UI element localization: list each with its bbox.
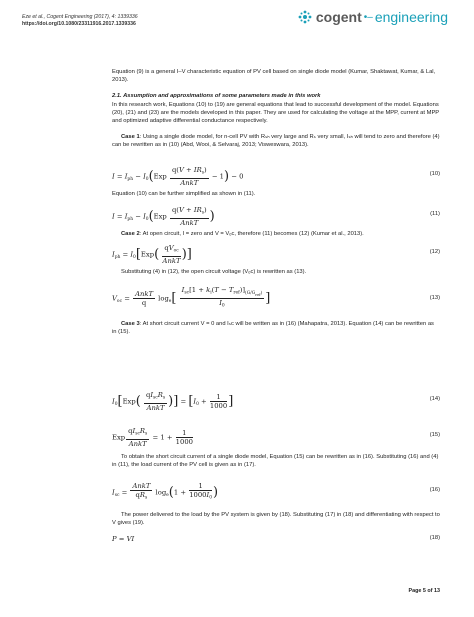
equation-11: $I = I_{ph} - I_0(Exp$ $\frac{q(V + IR_s)}{\text{AnkT}}$ ) (11) [112,206,440,227]
paragraph-short-circuit: To obtain the short circuit current of a single diode model, Equation (15) can be rewritten as in (16). Substituting (16) and (4) in (11), the load current of the PV cell is given as in (17). [112,454,439,469]
section-heading: 2.1. Assumption and approximations of some parameters made in this work [112,93,321,100]
doi-link[interactable]: https://doi.org/10.1080/23311916.2017.1339336 [22,21,136,27]
logo-separator: •– [363,11,373,23]
equation-18: P = VI (18) [112,535,440,543]
paragraph-case3: Case 3: At short circuit current V = 0 and Iₛc will be written as in (16) (Mahapatra, 2013). Equation (14) can be rewritten as in (15). [112,321,434,336]
journal-logo [298,9,448,25]
equation-10: $I = I_{ph} - I_0(Exp$ $\frac{q(V + IR_s)}{\text{AnkT}}$ − 1) − 0 (10) [112,166,440,187]
paragraph-power: The power delivered to the load by the PV system is given by (18). Substituting (17) in (18) and differentiating with respect to V gives (19). [112,512,440,527]
running-header [22,14,138,28]
equation-13: $V_{oc}$ = $\frac{\text{AnkT}}{q}$ $\log_e$[ $\frac{I_{sc}[1 + k_i(T - T_{ref})]_{(G/G_{ref})}}{I_0}$ ] (13) [112,286,440,309]
paragraph-voc: Substituting (4) in (12), the open circuit voltage (Vₒc) is rewritten as (13). [121,269,307,275]
equation-16: $I_{sc}$ = $\frac{\text{AnkT}}{qR_s}$ $\log_e(1$ + $\frac{1}{1000I_0}$ ) (16) [112,482,440,501]
page-number: Page 5 of 13 [408,588,440,594]
citation: Eze et al., Cogent Engineering (2017), 4: 1339336 [22,14,138,20]
cogent-logo-icon [298,10,312,24]
logo-word-cogent: cogent [315,9,362,25]
paragraph-eq9: Equation (9) is a general I–V characteristic equation of PV cell based on single diode model (Kumar, Shaktawat, Kumar, & Lal, 2013). [112,69,436,84]
paragraph-case1: Case 1: Using a single diode model, for n-cell PV with Rₛₕ very large and Rₛ very small, Iₛₕ will tend to zero and therefore (4) can be rewritten as in (10) (Abd, Wooi, & Selvaraj, 2013; Visweswara, 2013). [112,134,440,149]
equation-14: $I_0[Exp$( $\frac{qI_{sc}R_s}{\text{AnkT}}$ )] = [$I_0$ + $\frac{1}{1000}$ ] (14) [112,391,440,412]
equation-12: $I_{ph} = I_0[Exp$( $\frac{qV_{oc}}{\text{AnkT}}$ )] (12) [112,244,440,265]
paragraph-eq10-simplify: Equation (10) can be further simplified as shown in (11). [112,191,256,197]
paragraph-case2: Case 2: At open circuit, I = zero and V = Vₒc, therefore (11) becomes (12) (Kumar et al., 2013). [121,231,364,237]
paragraph-research: In this research work, Equations (10) to (19) are general equations that lead to successful development of the model. Equations (20), (21) and (23) are the models developed in this paper. They are used for calculating the voltage at the MPP, current at MPP and optimized adaptive differential conductance respectively. [112,101,440,125]
body-text-top [112,68,440,150]
equation-15: Exp $\frac{qI_{sc}R_s}{\text{AnkT}}$ = 1 + $\frac{1}{1000}$ (15) [112,427,440,448]
logo-word-engineering: engineering [374,9,448,25]
